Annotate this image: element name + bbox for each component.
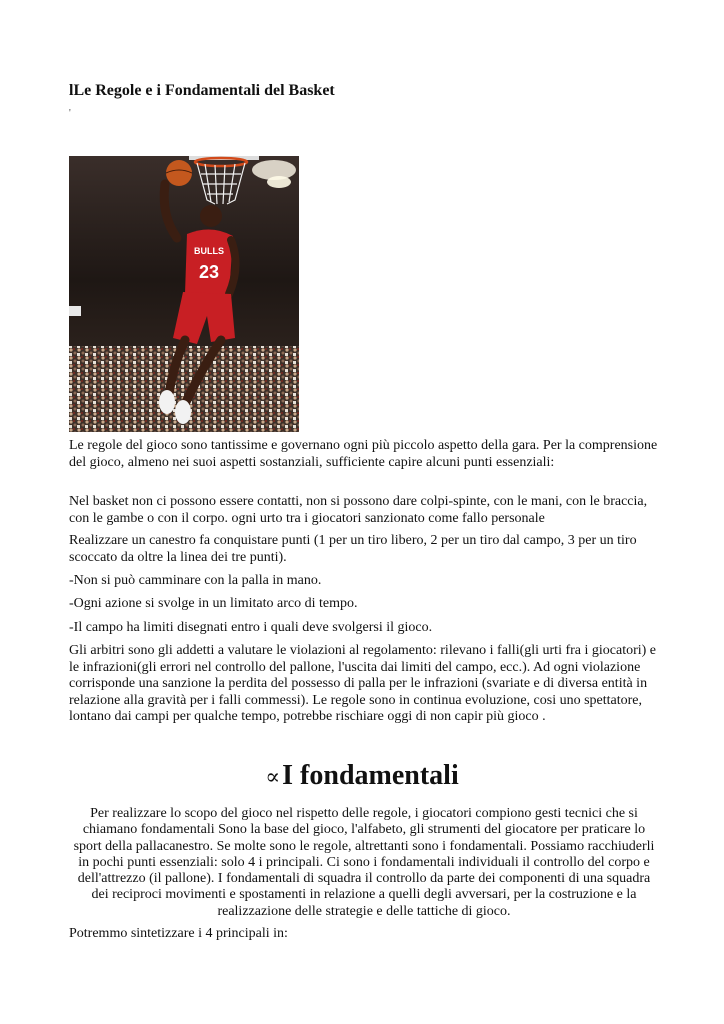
paragraph-intro: Le regole del gioco sono tantissime e governano ogni più piccolo aspetto della gara. Per la comprensione del gioco, almeno nei suoi aspetti sostanziali, sufficiente capire alcuni punti essenziali:	[69, 438, 658, 470]
document-title: lLe Regole e i Fondamentali del Basket	[69, 82, 335, 99]
basketball-player-photo	[69, 156, 299, 432]
paragraph-fondamentali: Per realizzare lo scopo del gioco nel rispetto delle regole, i giocatori compiono gesti tecnici che si chiamano fondamentali Sono la base del gioco, l'alfabeto, gli strumenti del giocatore per praticare lo sport della pallacanestro. Se molte sono le regole, altrettanti sono i fondamentali. Possiamo racchiuderli in pochi punti essenziali: solo 4 i principali. Ci sono i fondamentali individuali il controllo del corpo e dell'attrezzo (il pallone). I fondamentali di squadra il controllo da parte dei componenti di una squadra dei reciproci movimenti e spostamenti in relazione a quelli degli avversari, per la costruzione e la realizzazione delle strategie e delle tattiche di gioco.	[73, 806, 655, 919]
paragraph-referees: Gli arbitri sono gli addetti a valutare le violazioni al regolamento: rilevano i falli(gli urti fra i giocatori) e le infrazioni(gli errori nel controllo del pallone, l'uscita dai limiti del campo, ecc.). Ad ogni violazione corrisponde una sanzione la perdita del possesso di palla per le infrazioni (svariate e di diversa entità in relazione alla gravità per i falli commessi). Le regole sono in continua evoluzione, cosi uno spettatore, lontano dai campi per qualche tempo, potrebbe rischiare oggi di non capir più gioco .	[69, 643, 657, 724]
section-heading-text: I fondamentali	[282, 760, 459, 791]
rule-item-walking: -Non si può camminare con la palla in mano.	[69, 573, 322, 588]
jersey-number: 23	[198, 262, 220, 282]
paragraph-points: Realizzare un canestro fa conquistare punti (1 per un tiro libero, 2 per un tiro dal campo, 3 per un tiro scoccato da oltre la linea dei tre punti).	[69, 533, 637, 565]
stray-mark: '	[69, 108, 71, 119]
paragraph-contacts: Nel basket non ci possono essere contatti, non si possono dare colpi-spinte, con le mani, con le braccia, con le gambe o con il corpo. ogni urto tra i giocatori sanzionato come fallo personale	[69, 494, 648, 526]
rule-item-court: -Il campo ha limiti disegnati entro i quali deve svolgersi il gioco.	[69, 620, 433, 635]
section-heading-fondamentali	[0, 760, 724, 792]
rule-item-time: -Ogni azione si svolge in un limitato arco di tempo.	[69, 596, 358, 611]
proportional-bullet-icon: ∝	[265, 764, 281, 789]
paragraph-closing: Potremmo sintetizzare i 4 principali in:	[69, 926, 288, 941]
jersey-team: BULLS	[194, 246, 224, 256]
dunk-illustration	[69, 156, 299, 432]
